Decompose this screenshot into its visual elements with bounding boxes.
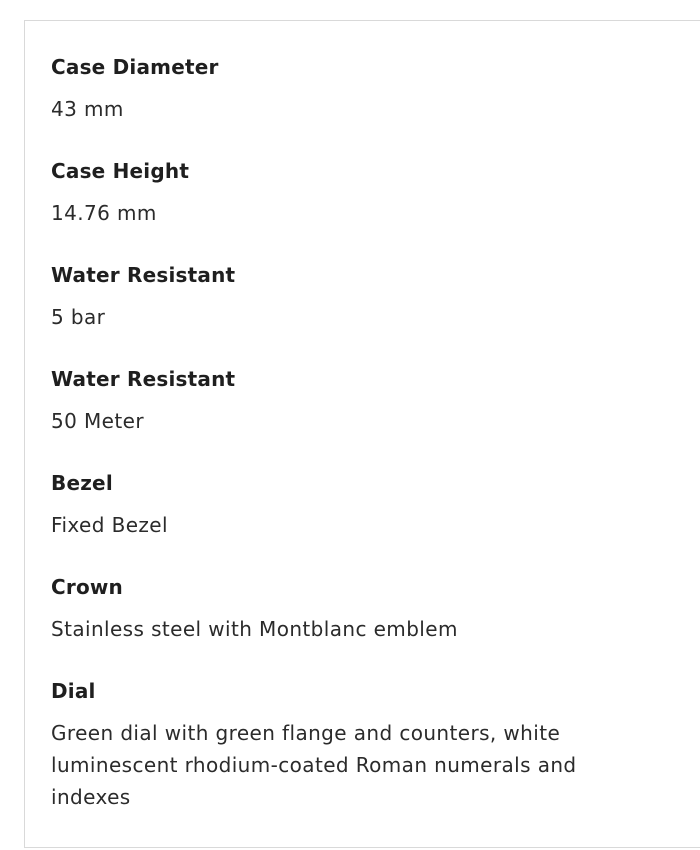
spec-label: Bezel <box>51 471 113 495</box>
spec-water-resistant-meter <box>51 367 651 471</box>
spec-list <box>51 55 651 809</box>
specifications-panel <box>24 20 700 848</box>
spec-dial <box>51 679 651 809</box>
spec-water-resistant-bar <box>51 263 651 367</box>
spec-value: Green dial with green flange and counters, white luminescent rhodium-coated Roman numerals and indexes <box>51 721 577 809</box>
spec-label: Dial <box>51 679 96 703</box>
spec-label: Water Resistant <box>51 367 236 391</box>
spec-case-height <box>51 159 651 263</box>
spec-case-diameter <box>51 55 651 159</box>
spec-label: Crown <box>51 575 123 599</box>
spec-label: Water Resistant <box>51 263 236 287</box>
spec-label: Case Height <box>51 159 190 183</box>
spec-value: 5 bar <box>51 305 106 329</box>
spec-value: Fixed Bezel <box>51 513 168 537</box>
spec-crown <box>51 575 651 679</box>
spec-value: 43 mm <box>51 97 124 121</box>
spec-value: 50 Meter <box>51 409 144 433</box>
spec-bezel <box>51 471 651 575</box>
spec-value: Stainless steel with Montblanc emblem <box>51 617 458 641</box>
spec-label: Case Diameter <box>51 55 219 79</box>
spec-value: 14.76 mm <box>51 201 157 225</box>
